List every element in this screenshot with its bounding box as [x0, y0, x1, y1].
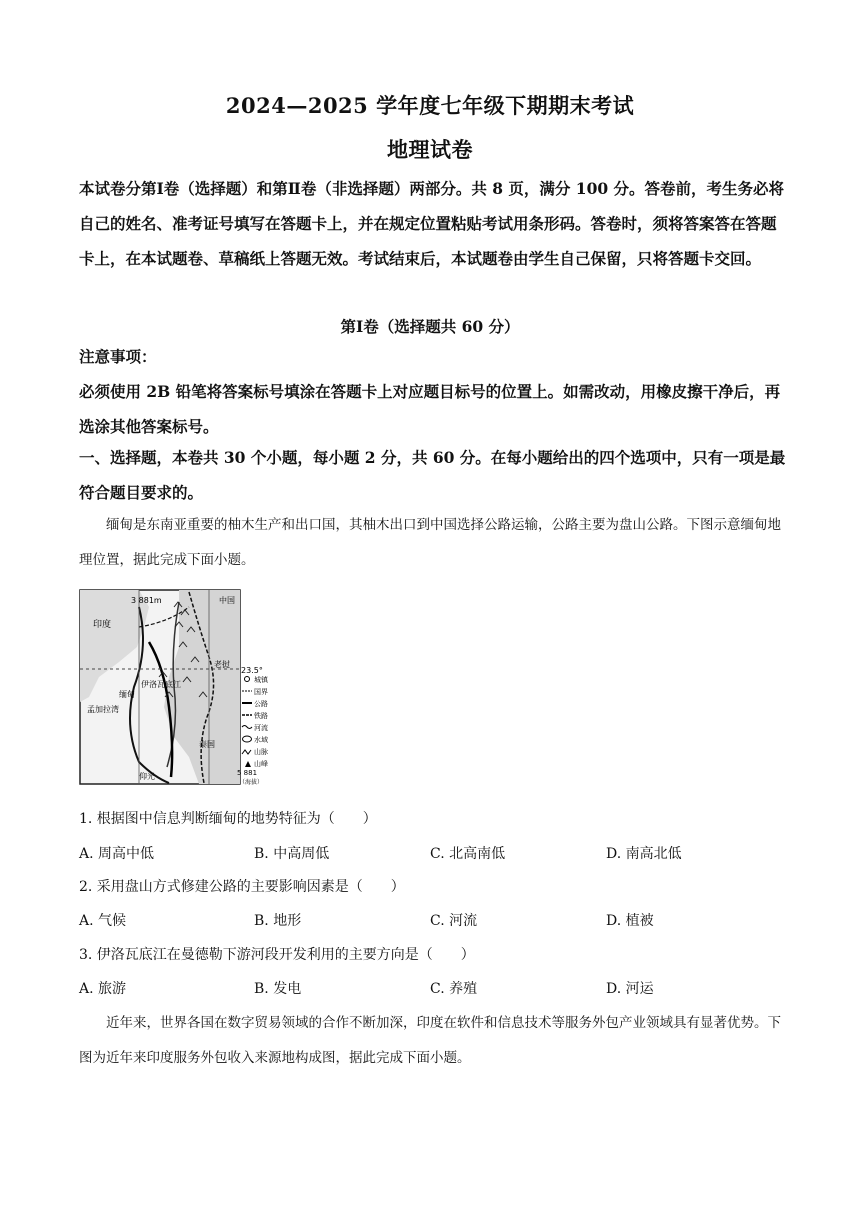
question-3-stem: 3. 伊洛瓦底江在曼德勒下游河段开发利用的主要方向是（ ） — [79, 947, 475, 963]
map-label-yangon: 仰光 — [139, 772, 155, 781]
notice-text: 必须使用 2B 铅笔将答案标号填涂在答题卡上对应题目标号的位置上。如需改动，用橡皮擦干净后，再选涂其他答案标号。 — [79, 382, 781, 436]
map-svg — [79, 587, 284, 787]
question-1-option-b[interactable]: B. 中高周低 — [254, 846, 330, 862]
exam-subtitle: 地理试卷 — [387, 137, 473, 162]
legend-mountain-icon — [242, 750, 251, 754]
map-label-river: 伊洛瓦底江 — [141, 680, 181, 689]
legend-road: 公路 — [254, 700, 268, 708]
question-3-option-b[interactable]: B. 发电 — [254, 981, 302, 997]
map-label-latitude: 23.5° — [241, 666, 263, 675]
map-legend — [242, 675, 269, 768]
part-one-instructions: 一、选择题，本卷共 30 个小题，每小题 2 分，共 60 分。在每小题给出的四个选项中，只有一项是最符合题目要求的。 — [79, 448, 786, 502]
question-1-option-c[interactable]: C. 北高南低 — [430, 846, 506, 862]
question-2-option-a[interactable]: A. 气候 — [79, 913, 127, 929]
map-label-china: 中国 — [219, 596, 235, 605]
myanmar-map — [79, 587, 284, 787]
section-title: 第Ⅰ卷（选择题共 60 分） — [340, 317, 520, 336]
question-3-option-a[interactable]: A. 旅游 — [79, 981, 127, 997]
legend-mountain: 山脉 — [254, 748, 268, 756]
question-2-option-b[interactable]: B. 地形 — [254, 913, 302, 929]
question-2-option-c[interactable]: C. 河流 — [430, 913, 478, 929]
intro-paragraph: 本试卷分第Ⅰ卷（选择题）和第Ⅱ卷（非选择题）两部分。共 8 页，满分 100 分。答卷前，考生务必将自己的姓名、准考证号填写在答题卡上，并在规定位置粘贴考试用条形码。答卷时，须将答案答在答题卡上，在本试题卷、草稿纸上答题无效。考试结束后，本试题卷由学生自己保留，只将答题卡交回。 — [79, 179, 785, 268]
map-label-bay: 孟加拉湾 — [87, 705, 119, 714]
legend-border: 国界 — [254, 688, 268, 696]
map-label-peak: 3 881m — [131, 596, 162, 605]
legend-town: 城镇 — [254, 676, 268, 684]
map-label-thailand: 泰国 — [199, 740, 215, 749]
question-2-option-d[interactable]: D. 植被 — [606, 913, 654, 929]
legend-water: 水域 — [254, 736, 268, 744]
passage-2: 近年来，世界各国在数字贸易领域的合作不断加深，印度在软件和信息技术等服务外包产业领域具有显著优势。下图为近年来印度服务外包收入来源地构成图，据此完成下面小题。 — [79, 1015, 781, 1066]
legend-water-icon — [243, 736, 252, 742]
question-1-stem: 1. 根据图中信息判断缅甸的地势特征为（ ） — [79, 811, 377, 827]
notice-heading: 注意事项： — [79, 347, 157, 366]
question-3-option-c[interactable]: C. 养殖 — [430, 981, 478, 997]
map-label-laos: 老挝 — [214, 660, 230, 669]
legend-peak: 山峰 — [254, 760, 268, 768]
question-1-option-d[interactable]: D. 南高北低 — [606, 846, 682, 862]
map-label-myanmar: 缅甸 — [119, 690, 135, 699]
passage-1: 缅甸是东南亚重要的柚木生产和出口国，其柚木出口到中国选择公路运输，公路主要为盘山公路。下图示意缅甸地理位置，据此完成下面小题。 — [79, 517, 781, 568]
map-label-peak2-note: （海拔） — [239, 779, 264, 786]
question-3-option-d[interactable]: D. 河运 — [606, 981, 654, 997]
legend-river-icon — [242, 726, 252, 729]
legend-peak-icon — [245, 761, 251, 767]
question-1-option-a[interactable]: A. 周高中低 — [79, 846, 155, 862]
legend-river: 河流 — [254, 724, 268, 732]
question-2-stem: 2. 采用盘山方式修建公路的主要影响因素是（ ） — [79, 879, 405, 895]
map-label-peak2: 5 881 — [237, 769, 258, 777]
map-label-india: 印度 — [93, 620, 112, 630]
legend-rail: 铁路 — [254, 712, 268, 720]
exam-title: 2024—2025 学年度七年级下期期末考试 — [225, 93, 635, 118]
legend-town-icon — [245, 677, 250, 682]
